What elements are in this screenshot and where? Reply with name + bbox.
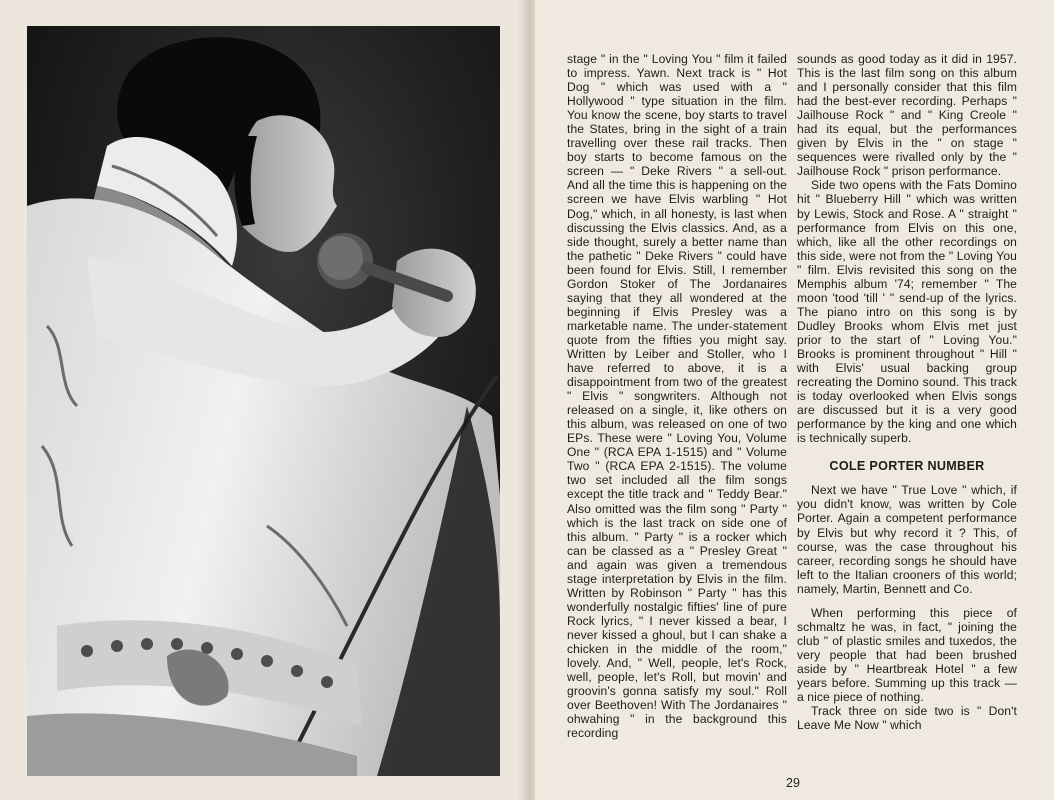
article-paragraph: Side two opens with the Fats Domino hit " Blueberry Hill " which was written by Lewis, Stock and Rose. A " straight " performance from Elvis on this one, which, like all the other recordings on this side, were not from the " Loving You " film. Elvis revisited this song on the Memphis album '74; remember " The moon 'tood 'till ' " send-up of the lyrics. The piano intro on this song is by Dudley Brooks whom Elvis met just prior to the start of " Loving You." Brooks is prominent throughout " Hill " with Elvis' usual backing group recreating the Domino sound. This track is today overlooked when Elvis songs are discussed but it is a very good performance by the king and one which is technically superb. — [797, 178, 1017, 446]
article-paragraph: Next we have " True Love " which, if you didn't know, was written by Cole Porter. Again a competent performance by Elvis but why record it ? This, of course, was the case throughout his career, recording songs he should have left to the Italian crooners of this world; namely, Martin, Bennett and Co. — [797, 483, 1017, 596]
photo-illustration — [27, 26, 500, 776]
performer-photo — [27, 26, 500, 776]
left-page — [0, 0, 525, 800]
section-heading: COLE PORTER NUMBER — [829, 459, 985, 474]
article-column-1 — [567, 52, 787, 772]
page-number: 29 — [786, 776, 800, 790]
article-paragraph: sounds as good today as it did in 1957. This is the last film song on this album and I personally consider that this film had the best-ever recording. Perhaps " Jailhouse Rock " and " King Creole " had its equal, but the performances given by Elvis in the " on stage " sequences were rivalled only by the " Jailhouse Rock " prison performance. — [797, 52, 1017, 179]
paragraph-spacer — [797, 596, 1017, 606]
article-paragraph: Track three on side two is " Don't Leave Me Now " which — [797, 704, 1017, 733]
article-paragraph: stage " in the " Loving You " film it failed to impress. Yawn. Next track is " Hot Dog " which was used with a " Hollywood " type situation in the film. You know the scene, boy starts to travel the States, bring in the sight of a train travelling over these rail tracks. Then boy starts to become famous on the screen — " Deke Rivers " a sell-out. And all the time this is happening on the screen we have Elvis warbling " Hot Dog," which, in all honesty, is last when discussing the Elvis classics. And, as a side thought, surely a better name than the pathetic " Deke Rivers " could have been found for Elvis. Still, I remember Gordon Stoker of The Jordanaires saying that they all wondered at the beginning if Elvis Presley was a marketable name. The under-statement quote from the fifties you might say. Written by Leiber and Stoller, who I have referred to above, it is a disappointment from two of the greatest " Elvis " songwriters. Although not released on a single, it, like others on this album, was released on one of two EPs. These were " Loving You, Volume One " (RCA EPA 1-1515) and " Volume Two " (RCA EPA 2-1515). The volume two set included all the film songs except the title track and " Teddy Bear." Also omitted was the film song " Party " which is the last track on side one of this album. " Party " is a rocker which can be classed as a " Presley Great " and again was given a tremendous stage interpretation by Elvis in the film. Written by Robinson " Party " has this wonderfully nostalgic fifties' line of pure Rock lyrics, " I never kissed a bear, I never kissed a ghoul, but I can shake a chicken in the middle of the room," lovely. And, " Well, people, let's Rock, well, people, let's Roll, but movin' and groovin's gonna satisfy my soul." Roll over Beethoven! With The Jordanaires " ohwahing " in the background this recording — [567, 52, 787, 741]
article-column-2 — [797, 52, 1017, 772]
article-paragraph: When performing this piece of schmaltz he was, in fact, " joining the club " of plastic smiles and tuxedos, the very people that had been brushed aside by " Heartbreak Hotel " a few years before. Summing up this track — a nice piece of nothing. — [797, 605, 1017, 705]
